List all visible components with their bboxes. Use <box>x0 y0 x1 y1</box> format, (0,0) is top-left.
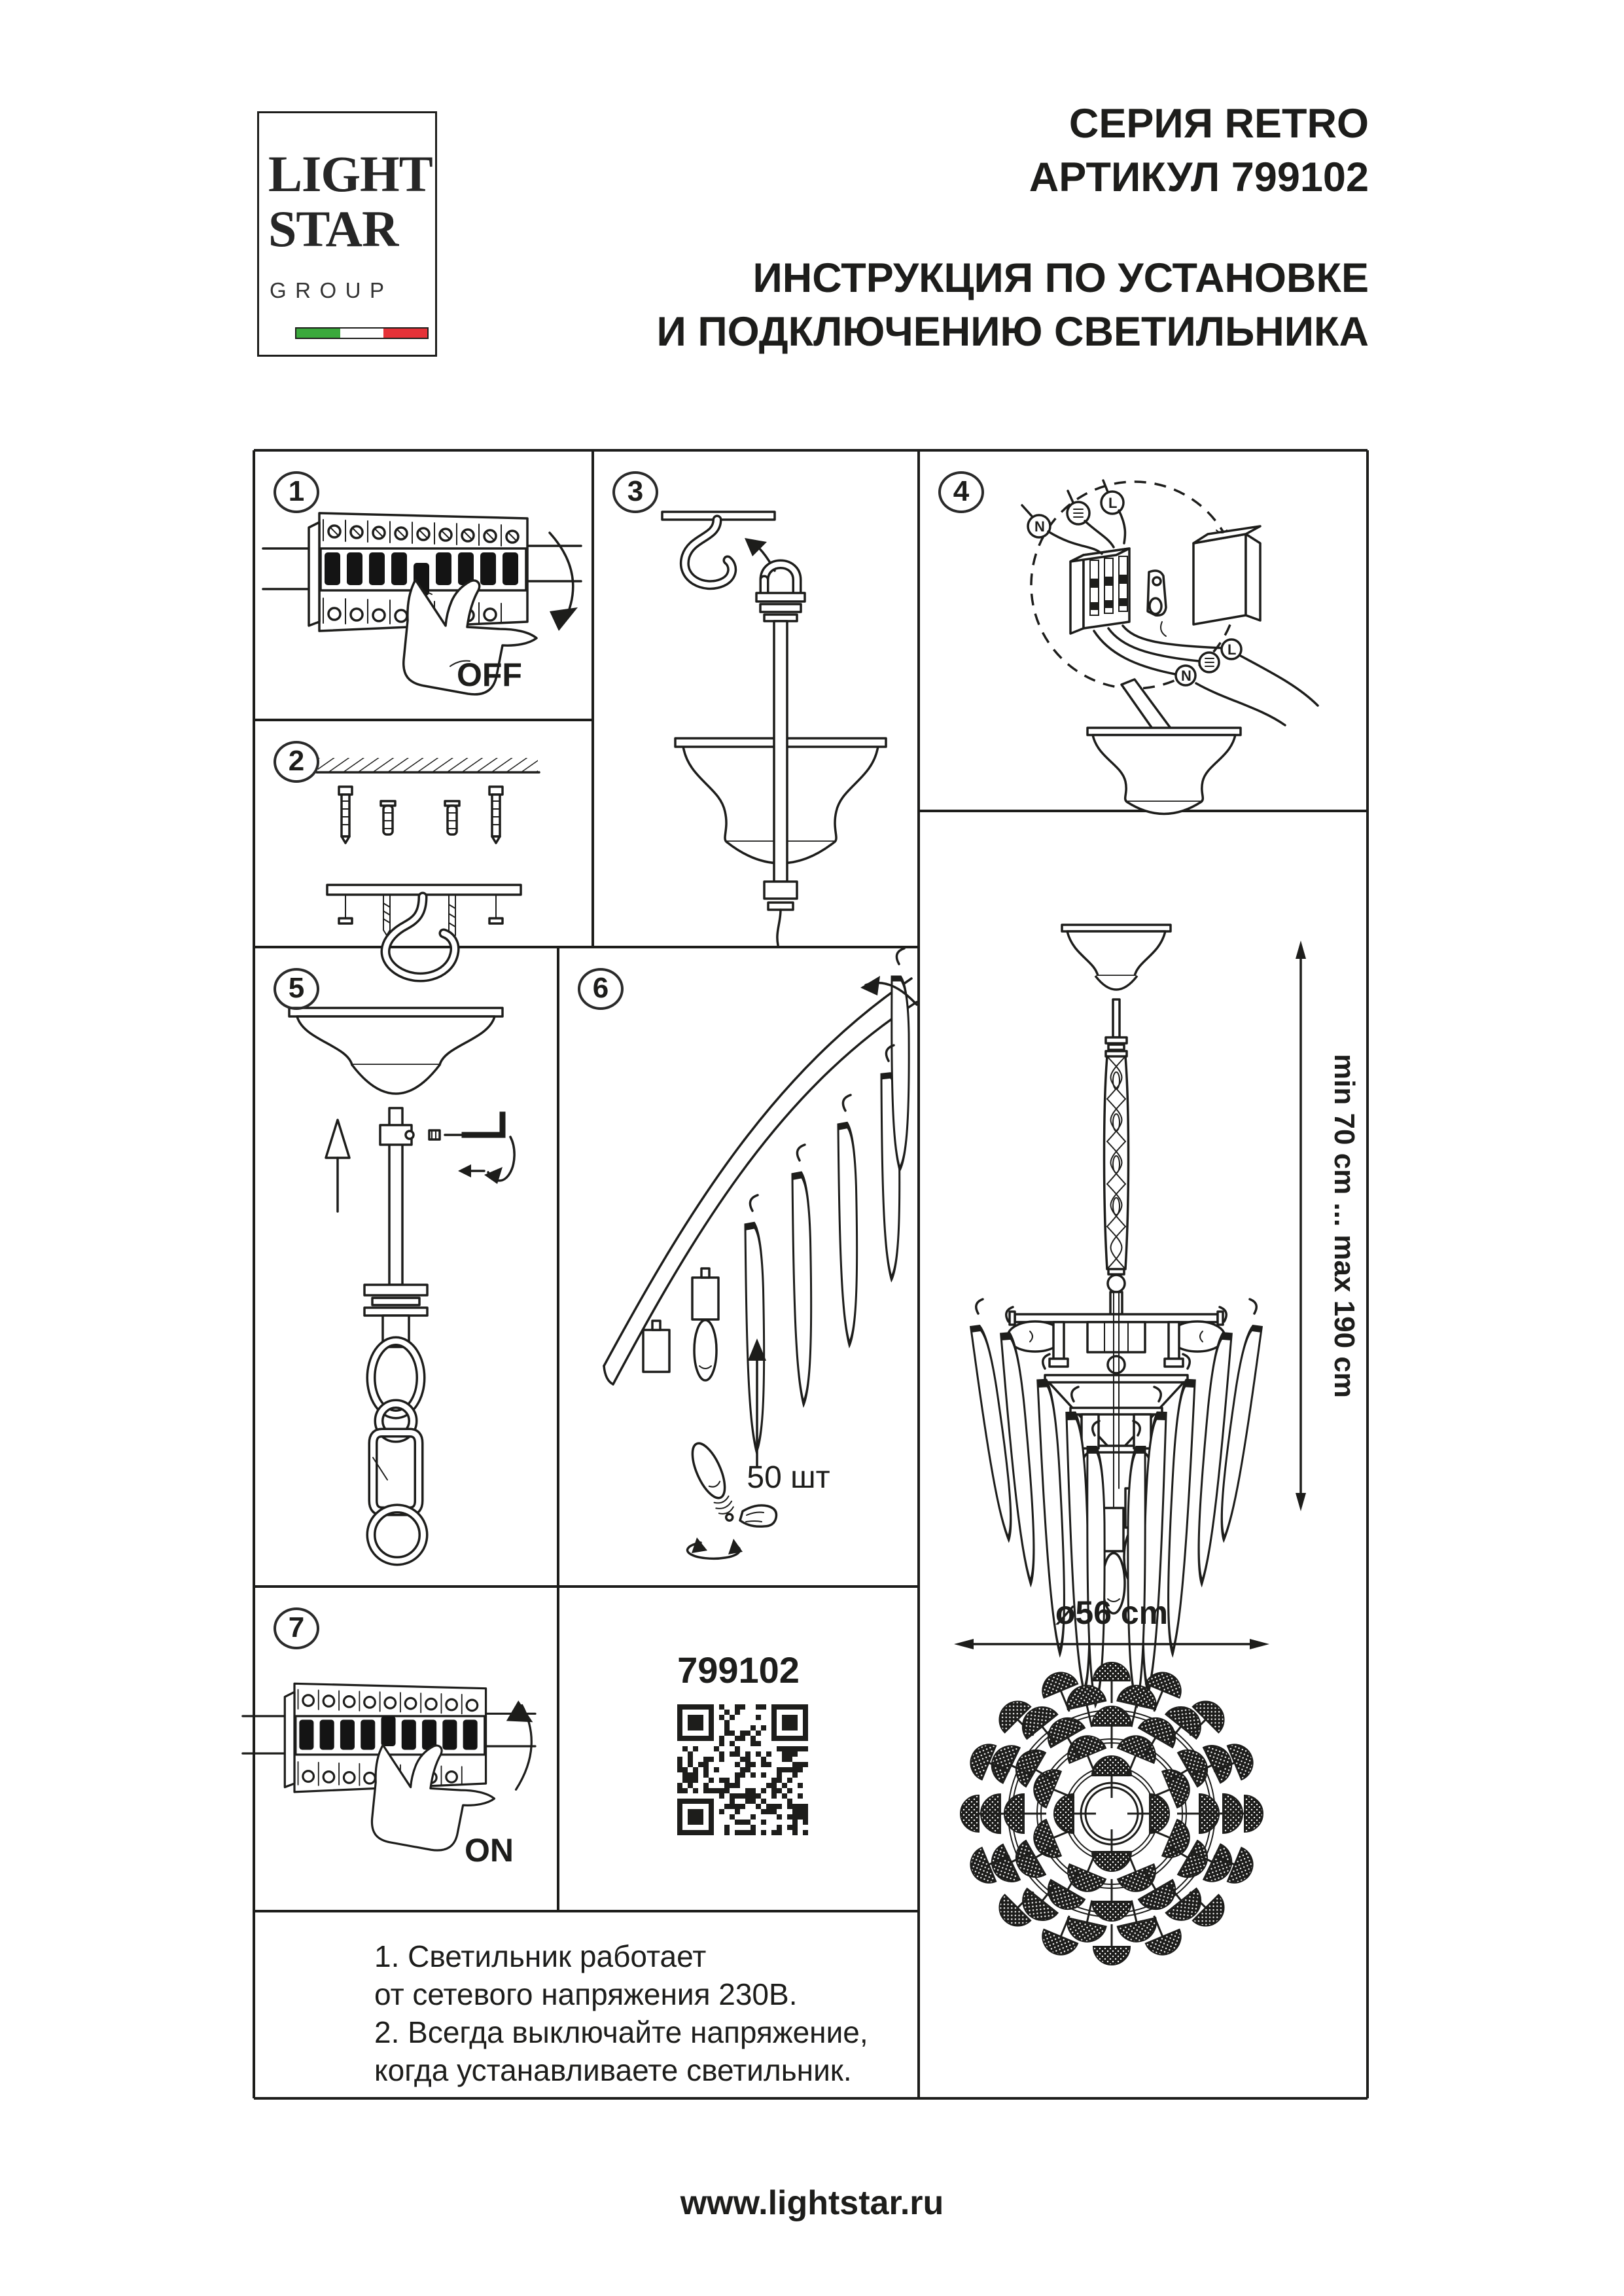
website-url: www.lightstar.ru <box>680 2184 944 2222</box>
breaker-strip <box>243 1683 535 1850</box>
insert-bulb <box>686 1439 776 1559</box>
candle-bulb <box>694 1320 716 1380</box>
step-7-badge: 7 <box>274 1607 319 1649</box>
hang-on-hook-drawing <box>593 450 919 947</box>
step-3-badge: 3 <box>612 471 658 513</box>
wire <box>777 910 781 945</box>
step-2-panel <box>254 720 591 946</box>
off-label: OFF <box>457 656 522 693</box>
on-label: ON <box>465 1832 514 1869</box>
chandelier-panel <box>919 811 1368 2098</box>
rotate-arrow-icon <box>458 1137 514 1184</box>
canopy-bell <box>289 1008 503 1094</box>
mounting-tab <box>1148 571 1166 636</box>
logo-group: GROUP <box>270 278 393 302</box>
suspension-rod <box>774 621 787 882</box>
logo-light: LIGHT <box>268 145 432 202</box>
terminal-n-label: N <box>1034 518 1045 535</box>
step-7-panel <box>254 1587 558 1911</box>
ceiling-hook-icon <box>684 520 732 585</box>
chain-assembly <box>364 1285 427 1561</box>
crystals-drawing <box>558 947 919 1587</box>
terminal-cover <box>1193 526 1260 624</box>
supply-wires <box>1022 480 1125 554</box>
step-1-panel <box>254 450 591 719</box>
terminal-l-label: L <box>1108 495 1118 511</box>
step-3-panel <box>593 450 919 947</box>
chandelier-drawing <box>919 811 1368 2098</box>
step-2-badge: 2 <box>274 741 319 783</box>
canopy-bell <box>1087 728 1241 814</box>
logo-star: STAR <box>268 200 398 257</box>
note-line-3: 2. Всегда выключайте напряжение, <box>374 2015 868 2049</box>
chandelier-bottom-view <box>961 1662 1263 1965</box>
qty-label: 50 шт <box>747 1460 830 1495</box>
qr-code <box>677 1704 808 1835</box>
series-title: СЕРИЯ RETRO <box>1068 101 1369 147</box>
hex-key-icon <box>465 1115 503 1135</box>
safety-notes <box>374 1937 868 2089</box>
rotate-arrows-icon <box>688 1537 743 1558</box>
terminal-block <box>1070 548 1129 634</box>
sockets <box>643 1268 718 1380</box>
wiring-drawing <box>919 450 1368 811</box>
suspension-loop <box>756 564 805 621</box>
hand-icon <box>740 1505 776 1526</box>
ceiling-hatch <box>317 758 539 772</box>
note-line-1: 1. Светильник работает <box>374 1939 707 1973</box>
arrow-up-icon <box>326 1120 349 1211</box>
anchors-and-plugs <box>339 787 503 843</box>
article-title: АРТИКУЛ 799102 <box>1029 154 1369 200</box>
chandelier-elevation <box>971 925 1262 1704</box>
diameter-dimension <box>954 1594 1269 1649</box>
instruction-title-line1: ИНСТРУКЦИЯ ПО УСТАНОВКЕ <box>752 255 1369 301</box>
qr-article-number: 799102 <box>677 1649 800 1691</box>
instruction-title-line2: И ПОДКЛЮЧЕНИЮ СВЕТИЛЬНИКА <box>656 309 1369 355</box>
grub-screw <box>429 1130 440 1139</box>
height-dimension <box>1296 941 1360 1511</box>
step-5-panel <box>254 947 558 1587</box>
diameter-label: ø56 cm <box>1055 1594 1169 1631</box>
twisted-column <box>1104 1056 1129 1269</box>
note-line-4: когда устанавливаете светильник. <box>374 2053 852 2087</box>
breaker-strip <box>263 513 581 694</box>
step-4-panel <box>919 450 1368 811</box>
carabiner <box>373 1433 419 1511</box>
note-line-2: от сетевого напряжения 230В. <box>374 1977 798 2011</box>
svg-text:N: N <box>1181 668 1192 684</box>
height-dimension-label: min 70 cm ... max 190 cm <box>1328 1054 1360 1398</box>
svg-text:L: L <box>1227 641 1237 658</box>
qr-panel <box>558 1587 919 1911</box>
step-6-panel <box>558 947 919 1587</box>
canopy-fix-drawing <box>254 947 558 1587</box>
step-6-badge: 6 <box>578 968 624 1010</box>
step-1-badge: 1 <box>274 471 319 513</box>
fixture-wires <box>1094 626 1318 725</box>
notes-panel <box>254 1911 919 2098</box>
step-5-badge: 5 <box>274 968 319 1010</box>
step-4-badge: 4 <box>938 471 984 513</box>
